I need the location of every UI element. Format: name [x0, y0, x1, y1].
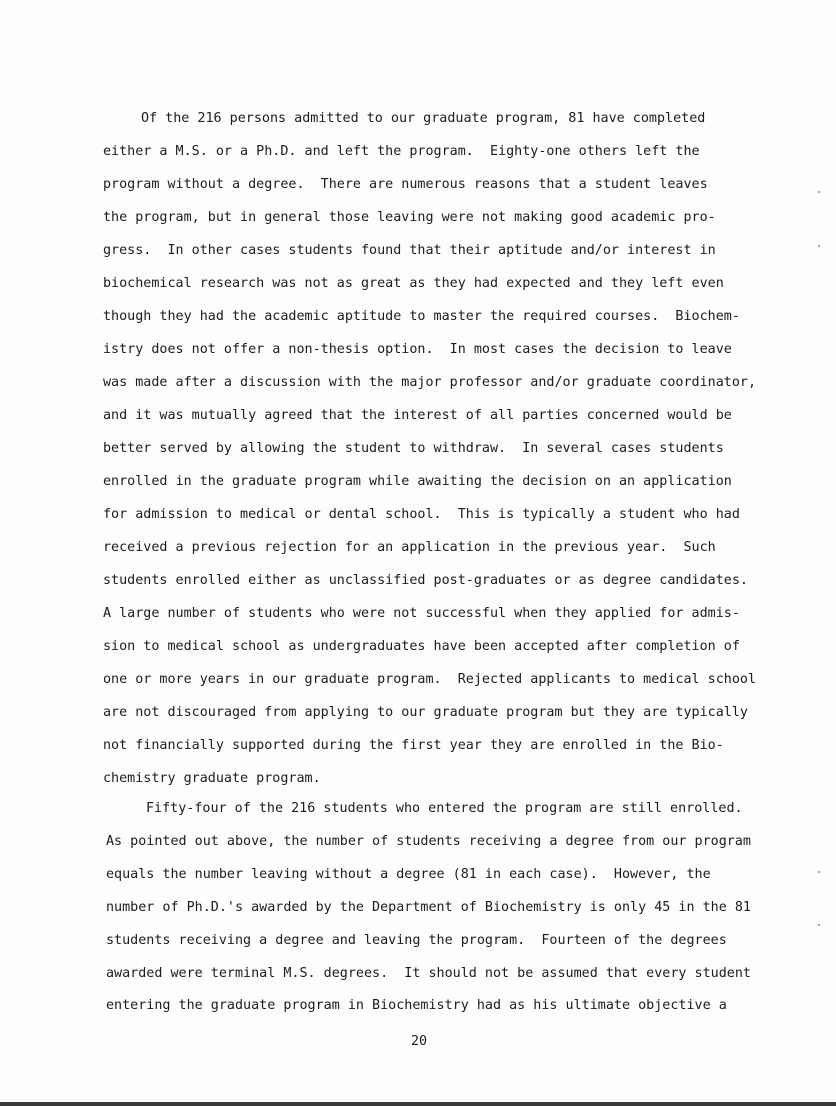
- text-line: better served by allowing the student to withdraw. In several cases students: [103, 441, 724, 456]
- text-line: sion to medical school as undergraduates have been accepted after completion of: [103, 639, 740, 654]
- text-line: not financially supported during the first year they are enrolled in the Bio-: [103, 738, 724, 753]
- text-line: chemistry graduate program.: [103, 771, 321, 786]
- page-bottom-edge: [0, 1102, 836, 1106]
- text-line: for admission to medical or dental school. This is typically a student who had: [103, 507, 740, 522]
- text-line: entering the graduate program in Biochemistry had as his ultimate objective a: [106, 998, 727, 1013]
- scan-speck: [818, 924, 820, 926]
- text-line: number of Ph.D.'s awarded by the Department of Biochemistry is only 45 in the 81: [106, 900, 751, 915]
- text-line: are not discouraged from applying to our graduate program but they are typically: [103, 705, 748, 720]
- text-line: equals the number leaving without a degree (81 in each case). However, the: [106, 867, 711, 882]
- text-line: gress. In other cases students found that their aptitude and/or interest in: [103, 243, 716, 258]
- text-line: was made after a discussion with the major professor and/or graduate coordinator,: [103, 375, 757, 390]
- text-line: received a previous rejection for an application in the previous year. Such: [103, 540, 716, 555]
- text-line: Fifty-four of the 216 students who entered the program are still enrolled.: [146, 801, 743, 816]
- text-line: the program, but in general those leaving were not making good academic pro-: [103, 210, 716, 225]
- text-line: A large number of students who were not successful when they applied for admis-: [103, 606, 740, 621]
- scan-speck: [818, 245, 820, 247]
- text-line: one or more years in our graduate program. Rejected applicants to medical school: [103, 672, 757, 687]
- scan-speck: [818, 191, 820, 193]
- text-line: program without a degree. There are numerous reasons that a student leaves: [103, 177, 708, 192]
- text-line: As pointed out above, the number of students receiving a degree from our program: [106, 834, 751, 849]
- text-line: enrolled in the graduate program while awaiting the decision on an application: [103, 474, 732, 489]
- scan-speck: [818, 871, 820, 873]
- text-line: and it was mutually agreed that the interest of all parties concerned would be: [103, 408, 732, 423]
- text-line: istry does not offer a non-thesis option. In most cases the decision to leave: [103, 342, 732, 357]
- text-line: either a M.S. or a Ph.D. and left the program. Eighty-one others left the: [103, 144, 700, 159]
- text-line: biochemical research was not as great as they had expected and they left even: [103, 276, 724, 291]
- text-line: awarded were terminal M.S. degrees. It should not be assumed that every student: [106, 966, 751, 981]
- page-number: 20: [411, 1034, 428, 1049]
- text-line: students receiving a degree and leaving the program. Fourteen of the degrees: [106, 933, 727, 948]
- text-line: students enrolled either as unclassified post-graduates or as degree candidates.: [103, 573, 748, 588]
- text-line: though they had the academic aptitude to master the required courses. Biochem-: [103, 309, 740, 324]
- text-line: Of the 216 persons admitted to our graduate program, 81 have completed: [141, 111, 706, 126]
